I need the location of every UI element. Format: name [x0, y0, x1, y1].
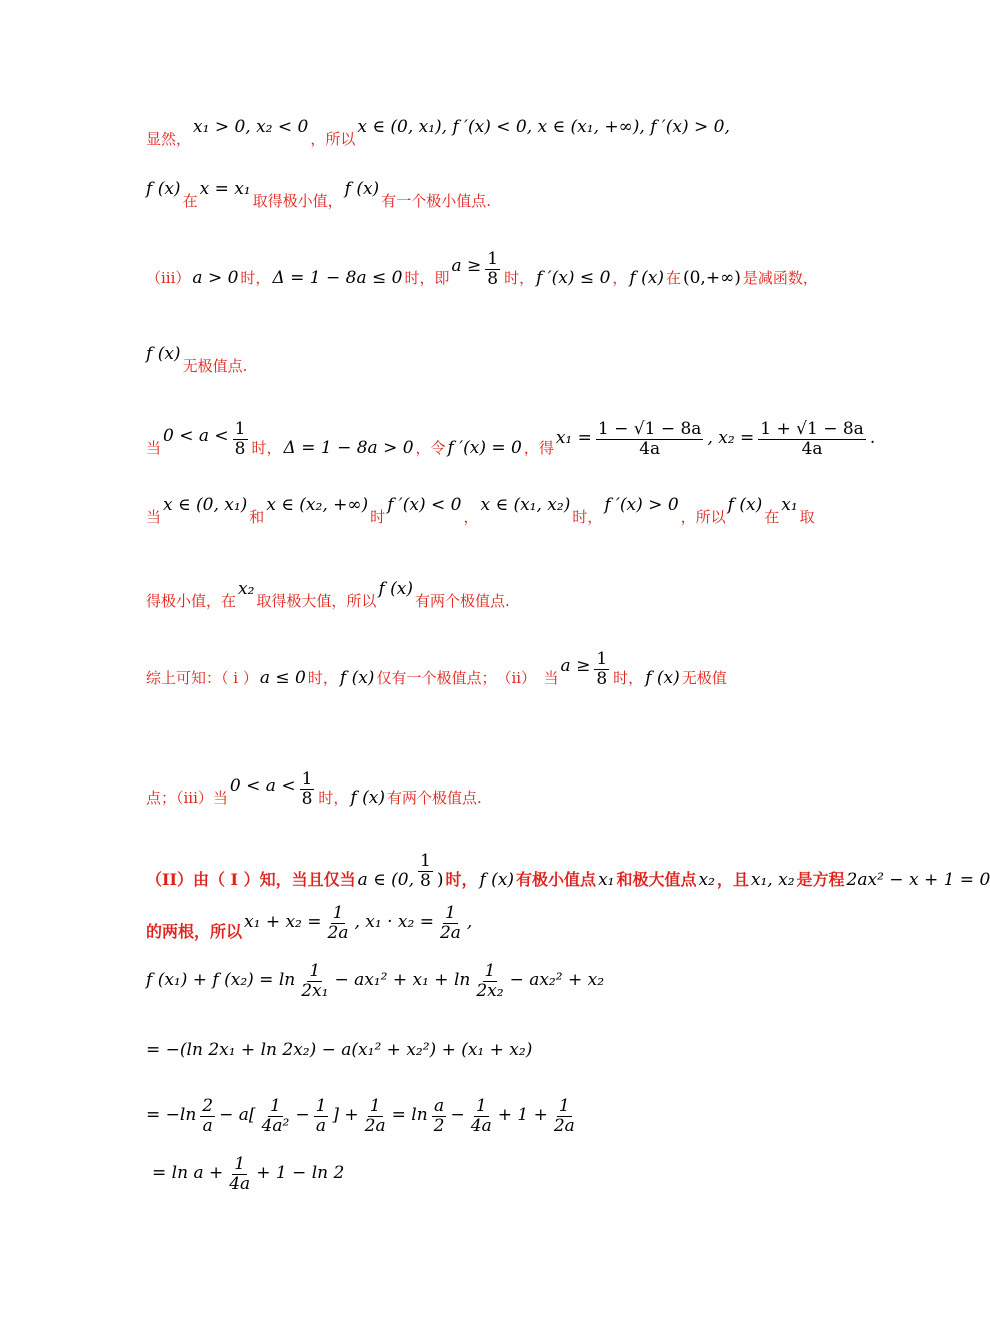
line-12	[146, 962, 604, 1000]
text: 有两个极值点.	[415, 592, 510, 610]
math: + 1 − ln 2	[256, 1163, 345, 1184]
fraction	[432, 1097, 447, 1135]
math: f (x)	[727, 495, 763, 515]
numerator: 1	[487, 249, 499, 269]
line-10	[146, 852, 990, 890]
fraction	[260, 1097, 292, 1135]
fraction	[233, 420, 248, 458]
math: f (x)	[339, 668, 375, 689]
text: （II）由（ I ）知，当且仅当	[146, 870, 356, 890]
text: ，	[612, 269, 628, 288]
math: f ′(x) > 0	[604, 495, 679, 515]
math: = −(ln 2x₁ + ln 2x₂) − a(x₁² + x₂²) + (x₁ + x₂)	[146, 1040, 533, 1060]
text: 取得极小值，	[252, 192, 343, 210]
math: .	[869, 428, 876, 449]
line-11	[146, 904, 472, 942]
numerator: 1	[234, 419, 246, 439]
text: 时，	[307, 669, 338, 688]
text: ，得	[523, 439, 554, 458]
numerator: 1	[309, 961, 321, 981]
math: x ∈ (x₂, +∞)	[266, 495, 369, 515]
denominator: a	[202, 1115, 213, 1136]
math: Δ = 1 − 8a > 0	[283, 438, 414, 459]
text: 是方程	[796, 870, 845, 890]
fraction	[418, 852, 433, 890]
math: x ∈ (0, x₁)	[163, 495, 248, 515]
math: x₁ + x₂ =	[244, 912, 322, 933]
text: ，	[463, 508, 479, 526]
fraction	[227, 1155, 252, 1193]
text: 在	[764, 508, 780, 526]
math: f ′(x) < 0	[387, 495, 462, 515]
text: 时，	[445, 870, 478, 890]
fraction	[474, 962, 505, 1000]
numerator: 1	[332, 903, 344, 923]
math: f (x)	[146, 344, 181, 364]
text: 时，	[318, 789, 349, 808]
math: x₁ > 0, x₂ < 0	[193, 117, 309, 137]
math: −	[295, 1105, 310, 1126]
math: f (x)	[629, 268, 664, 289]
text: 显然，	[146, 130, 192, 148]
math: = −ln	[146, 1105, 197, 1126]
text: ，且	[716, 870, 749, 890]
denominator: 2a	[364, 1115, 386, 1136]
math: f (x₁) + f (x₂) = ln	[146, 970, 296, 991]
numerator: 1	[270, 1096, 281, 1116]
line-15	[152, 1155, 344, 1193]
math: x ∈ (0, x₁), f ′(x) < 0, x ∈ (x₁, +∞), f ′(x) > 0,	[357, 117, 730, 137]
math: − a[	[219, 1105, 256, 1126]
numerator: 1	[484, 961, 496, 981]
denominator: 8	[596, 668, 608, 689]
denominator: 4a	[801, 438, 823, 459]
math: = ln	[391, 1105, 428, 1126]
math: − ax₁² + x₁ + ln	[334, 970, 471, 991]
math: −	[450, 1105, 465, 1126]
line-3	[146, 250, 818, 288]
fraction	[363, 1097, 388, 1135]
text: 有两个极值点.	[386, 789, 482, 808]
line-8	[146, 650, 727, 688]
numerator: 1	[558, 1096, 570, 1116]
text: 是减函数，	[742, 269, 818, 288]
fraction	[594, 650, 609, 688]
denominator: 2x₂	[476, 980, 504, 1001]
text: 有极小值点	[516, 870, 597, 890]
math: = ln a +	[152, 1163, 224, 1184]
fraction	[552, 1097, 577, 1135]
denominator: 4a	[639, 438, 661, 459]
math: f ′(x) = 0	[447, 438, 522, 459]
line-13	[146, 1040, 532, 1060]
denominator: 2a	[553, 1115, 575, 1136]
math: + 1 +	[497, 1105, 548, 1126]
denominator: 4a	[229, 1173, 251, 1194]
text: 在	[182, 192, 198, 210]
text: 在	[665, 269, 681, 288]
math: x = x₁	[199, 179, 251, 199]
fraction	[314, 1097, 329, 1135]
math: ] +	[332, 1105, 359, 1126]
denominator: 8	[301, 788, 313, 809]
text: ，令	[415, 439, 446, 458]
math: f ′(x) ≤ 0	[536, 268, 611, 289]
fraction	[200, 1097, 215, 1135]
math: f (x)	[479, 870, 515, 891]
fraction	[596, 420, 704, 458]
numerator: 1	[445, 903, 456, 923]
line-9	[146, 770, 482, 808]
text: 当	[146, 508, 162, 526]
math: f (x)	[344, 179, 380, 199]
numerator: 1 − √1 − 8a	[597, 419, 702, 439]
denominator: 2x₁	[301, 980, 329, 1001]
line-2	[146, 179, 491, 211]
math: a ≥	[451, 256, 482, 277]
text: ，所以	[680, 508, 726, 526]
text: 综上可知：（ i ）	[146, 669, 258, 688]
text: 和极大值点	[616, 870, 697, 890]
math: 2ax² − x + 1 = 0	[846, 870, 990, 891]
text: 时，即	[404, 269, 450, 288]
math: x₁ =	[555, 428, 592, 449]
math: f (x)	[350, 788, 385, 809]
fraction	[485, 250, 500, 288]
denominator: 2a	[439, 922, 461, 943]
line-4	[146, 344, 248, 376]
fraction	[758, 420, 866, 458]
numerator: 1	[475, 1096, 487, 1116]
text: 时，	[504, 269, 535, 288]
text: 仅有一个极值点； （ii） 当	[376, 669, 559, 688]
text: 时，	[240, 269, 271, 288]
text: 时，	[251, 439, 282, 458]
math: 0 < a <	[163, 426, 229, 447]
numerator: a	[434, 1096, 445, 1116]
line-1	[146, 117, 730, 149]
math: x₁	[598, 870, 615, 891]
denominator: 4a²	[261, 1115, 290, 1136]
line-6	[146, 495, 815, 527]
text: ，所以	[310, 130, 356, 148]
fraction	[300, 770, 315, 808]
denominator: 4a	[470, 1115, 492, 1136]
math: , x₁ · x₂ =	[354, 912, 434, 933]
numerator: 1	[369, 1096, 381, 1116]
denominator: 2a	[327, 922, 349, 943]
line-7	[146, 579, 510, 611]
math: a > 0	[192, 268, 239, 289]
fraction	[326, 904, 351, 942]
fraction	[469, 1097, 494, 1135]
math: a ≤ 0	[259, 668, 306, 689]
text: 的两根，所以	[146, 922, 243, 942]
math: f (x)	[378, 579, 413, 599]
text: （iii）	[146, 269, 191, 288]
text: 取得极大值，所以	[256, 592, 377, 610]
denominator: 2	[433, 1115, 445, 1136]
math: f (x)	[146, 179, 181, 199]
numerator: 1	[315, 1096, 327, 1116]
math: x₂	[238, 579, 255, 599]
math: )	[436, 870, 444, 891]
math: x₁, x₂	[750, 870, 795, 891]
text: 时，	[613, 669, 644, 688]
math: (0,+∞)	[682, 268, 741, 289]
math: − ax₂² + x₂	[509, 970, 605, 991]
fraction	[438, 904, 463, 942]
text: 当	[146, 439, 162, 458]
math: Δ = 1 − 8a ≤ 0	[272, 268, 403, 289]
text: 点；（iii）当	[146, 789, 228, 808]
denominator: 8	[420, 870, 431, 891]
math: , x₂ =	[707, 428, 755, 449]
fraction	[299, 962, 330, 1000]
text: 无极值	[681, 669, 727, 688]
numerator: 1	[234, 1154, 246, 1174]
line-14	[146, 1097, 579, 1135]
math: x₁	[781, 495, 798, 515]
math: x ∈ (x₁, x₂)	[480, 495, 571, 515]
math: 0 < a <	[229, 776, 296, 797]
numerator: 1	[596, 649, 608, 669]
math: ,	[466, 912, 473, 933]
numerator: 1	[420, 851, 431, 871]
math: a ∈ (0,	[357, 870, 414, 891]
numerator: 1	[301, 769, 313, 789]
text: 有一个极小值点.	[381, 192, 491, 210]
math: f (x)	[645, 668, 680, 689]
denominator: 8	[487, 268, 499, 289]
math: a ≥	[560, 656, 591, 677]
numerator: 2	[202, 1096, 214, 1116]
numerator: 1 + √1 − 8a	[760, 419, 864, 439]
math: x₂	[698, 870, 715, 891]
denominator: a	[315, 1115, 327, 1136]
text: 时，	[572, 508, 603, 526]
denominator: 8	[234, 438, 246, 459]
line-5	[146, 420, 875, 458]
text: 得极小值，在	[146, 592, 237, 610]
text: 和	[249, 508, 265, 526]
text: 无极值点.	[182, 357, 248, 375]
text: 时	[370, 508, 386, 526]
text: 取	[799, 508, 815, 526]
